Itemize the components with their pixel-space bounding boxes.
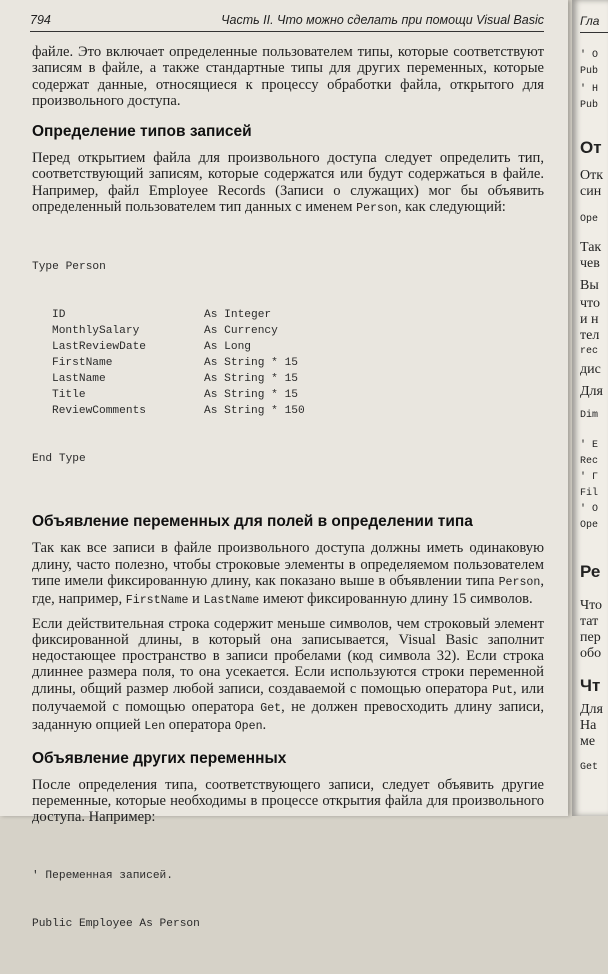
- text-run: , не должен превосходить длину записи, заданную опцией: [32, 699, 544, 734]
- padding-paragraph: [32, 616, 544, 736]
- field-name: LastReviewDate: [52, 341, 146, 354]
- field-type: As String * 15: [204, 389, 298, 402]
- facing-page-fragment: тел: [580, 328, 600, 343]
- text-run: Если действительная строка содержит меньше символов, чем строковый элемент фиксированной длины, в который она записывается, Visual Basic заполнит недостающее пространство в записи пробелами (код символа 32). Если строка длиннее размера поля, то она усекается. Если используются строки переменной длины, общий размер любой записи, создаваемой с помощью оператора: [32, 615, 544, 697]
- text-run: имеют фиксированную длину 15 символов.: [259, 591, 533, 608]
- section-heading-record-types: Определение типов записей: [32, 123, 252, 141]
- facing-page-fragment: Dim: [580, 410, 599, 421]
- page-number: 794: [30, 13, 51, 27]
- facing-page-fragment: обо: [580, 646, 602, 661]
- inline-code: Len: [144, 720, 166, 734]
- field-name: LastName: [52, 373, 106, 386]
- facing-page-fragment: Вы: [580, 278, 599, 293]
- facing-page-fragment: и н: [580, 312, 599, 327]
- facing-page-fragment: Pub: [580, 66, 599, 77]
- facing-page-fragment: Fil: [580, 488, 599, 499]
- facing-page-strip: [572, 0, 608, 816]
- facing-page-header: Гла: [580, 14, 600, 28]
- facing-page-fragment: ' O: [580, 504, 599, 515]
- other-variables-paragraph: После определения типа, соответствующего записи, следует объявить другие переменные, которые необходимы в процессе открытия файла для произвольного доступа. Например:: [32, 776, 544, 826]
- inline-code: Person: [356, 202, 398, 216]
- facing-page-fragment: Rec: [580, 456, 599, 467]
- type-definition-code: [32, 227, 544, 499]
- facing-page-fragment: Для: [580, 702, 603, 717]
- facing-page-fragment: что: [580, 296, 600, 311]
- facing-page-fragment: чев: [580, 256, 600, 271]
- page-header: [30, 10, 544, 32]
- fixed-length-paragraph: [32, 540, 544, 609]
- text-run: оператора: [165, 717, 235, 734]
- field-type: As String * 150: [204, 405, 305, 418]
- facing-page-fragment: Так: [580, 240, 602, 255]
- facing-page-fragment: Ope: [580, 520, 599, 531]
- page-body: [32, 44, 544, 974]
- code-field-line: [32, 355, 544, 371]
- facing-page-fragment: Ope: [580, 214, 599, 225]
- record-types-paragraph: [32, 150, 544, 217]
- code-type-close: End Type: [32, 453, 86, 466]
- code-field-line: [32, 371, 544, 387]
- code-field-line: [32, 403, 544, 419]
- facing-page-fragment: Что: [580, 598, 603, 613]
- running-title: Часть II. Что можно сделать при помощи Visual Basic: [221, 13, 544, 27]
- code-line: [32, 868, 544, 884]
- inline-code: LastName: [203, 594, 260, 608]
- text-run: .: [262, 717, 267, 734]
- facing-page-fragment: Ре: [580, 562, 601, 581]
- text-run: , или получаемой с помощью оператора: [32, 680, 545, 716]
- facing-page-fragment: Pub: [580, 100, 599, 111]
- field-name: MonthlySalary: [52, 325, 140, 338]
- text-run: и: [188, 591, 204, 608]
- field-name: FirstName: [52, 357, 113, 370]
- code-comment: ' Переменная записей.: [32, 869, 173, 882]
- facing-page-fragment: ' O: [580, 50, 599, 61]
- code-line: [32, 259, 544, 275]
- code-field-line: [32, 339, 544, 355]
- code-line: [32, 451, 544, 467]
- field-list: [32, 307, 544, 419]
- text-run: Перед открытием файла для произвольного доступа следует определить тип, соответствующий записям, которые содержатся или будут содержаться в файле. Например, файл Employee Records (Записи о служащих) мог бы объявить определенный пользователем тип данных с именем: [32, 150, 544, 216]
- text-run: , как следующий:: [397, 199, 506, 216]
- field-type: As String * 15: [204, 373, 298, 386]
- field-type: As Integer: [204, 309, 272, 322]
- facing-page-fragment: тат: [580, 614, 599, 629]
- facing-page-fragment: rec: [580, 346, 599, 357]
- facing-page-fragment: пер: [580, 630, 601, 645]
- field-name: ID: [52, 309, 66, 322]
- facing-page-fragment: ме: [580, 734, 596, 749]
- code-line: [32, 916, 544, 932]
- code-statement: Public Employee As Person: [32, 917, 200, 930]
- inline-code: FirstName: [125, 594, 189, 608]
- field-type: As String * 15: [204, 357, 298, 370]
- text-run: Так как все записи в файле произвольного доступа должны иметь одинаковую длину, часто полезно, чтобы строковые элементы в определяемом пользователем типе имели фиксированную длину, как показано выше в объявлении типа: [32, 540, 544, 589]
- facing-page-fragment: Get: [580, 762, 599, 773]
- text-run: , где, например,: [32, 572, 544, 608]
- facing-page-fragment: От: [580, 138, 602, 157]
- facing-page-fragment: Чт: [580, 676, 601, 695]
- facing-page-fragment: дис: [580, 362, 601, 377]
- inline-code: Put: [492, 683, 513, 697]
- code-type-open: Type Person: [32, 261, 106, 274]
- code-field-line: [32, 307, 544, 323]
- facing-page-fragment: ' H: [580, 84, 599, 95]
- facing-page-fragment: ' E: [580, 440, 599, 451]
- declaration-code: [32, 836, 544, 964]
- code-field-line: [32, 323, 544, 339]
- facing-page-fragment: Отк: [580, 168, 604, 183]
- inline-code: Open: [234, 720, 263, 734]
- field-name: ReviewComments: [52, 405, 146, 418]
- facing-page-fragment: ' Г: [580, 472, 599, 483]
- facing-page-fragment: Для: [580, 384, 603, 399]
- inline-code: Person: [498, 575, 541, 589]
- section-heading-field-variables: Объявление переменных для полей в определении типа: [32, 513, 473, 531]
- field-name: Title: [52, 389, 86, 402]
- section-heading-other-variables: Объявление других переменных: [32, 749, 287, 767]
- intro-paragraph: файле. Это включает определенные пользователем типы, которые соответствуют записям в файле, а также стандартные типы для других переменных, которые содержат данные, относящиеся к процессу обработки файла, открытого для произвольного доступа.: [32, 44, 544, 109]
- facing-page-fragment: На: [580, 718, 597, 733]
- inline-code: Get: [260, 702, 282, 716]
- field-type: As Currency: [204, 325, 278, 338]
- code-field-line: [32, 387, 544, 403]
- field-type: As Long: [204, 341, 251, 354]
- facing-page-rule: [580, 32, 608, 33]
- facing-page-fragment: син: [580, 184, 602, 199]
